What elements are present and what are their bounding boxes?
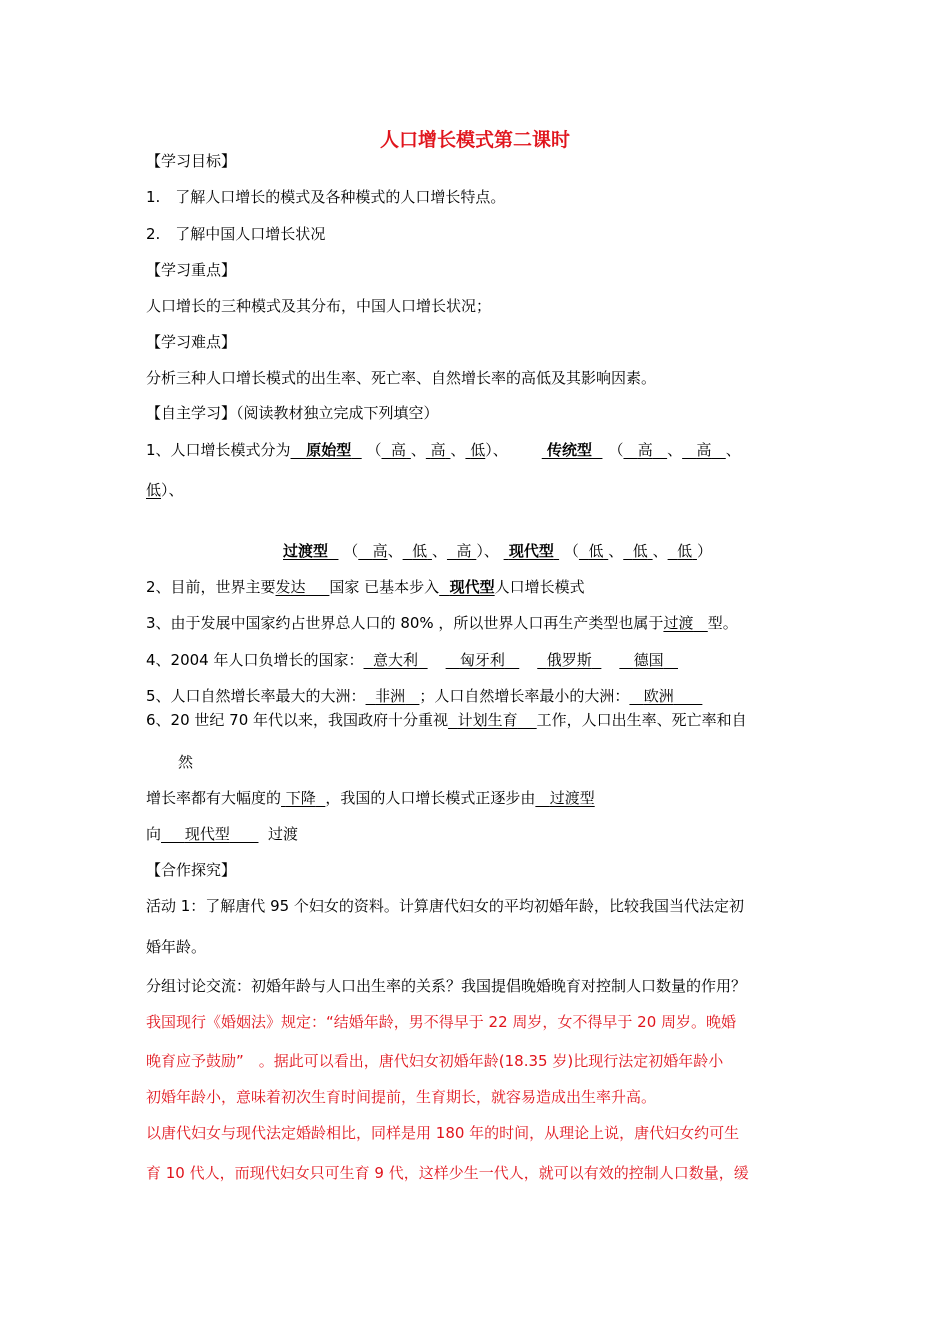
question-4: 4、2004 年人口负增长的国家： 意大利 匈牙利 俄罗斯 德国: [146, 650, 678, 670]
section-heading-goals: 【学习目标】: [146, 152, 237, 170]
answer-modern-growth: 低: [677, 542, 693, 560]
answer-paragraph-line-1: 我国现行《婚姻法》规定：“结婚年龄，男不得早于 22 周岁，女不得早于 20 周岁。晚婚: [146, 1013, 737, 1031]
question-6-line-1: 6、20 世纪 70 年代以来，我国政府十分重视 计划生育 工作，人口出生率、死亡率和自: [146, 711, 747, 729]
activity-1-line-1: 活动 1：了解唐代 95 个妇女的资料。计算唐代妇女的平均初婚年龄，比较我国当代法定初: [146, 897, 744, 915]
section-heading-self-study: 【自主学习】（阅读教材独立完成下列填空）: [146, 404, 439, 422]
answer-modern-death: 低: [632, 542, 648, 560]
answer-primitive-birth: 高: [391, 441, 407, 459]
section-heading-cooperation: 【合作探究】: [146, 861, 237, 879]
question-1-line-3: 过渡型 （ 高、 低 、 高 ）、 现代型 （ 低 、 低 、 低 ）: [283, 542, 712, 560]
answer-paragraph-line-5: 育 10 代人，而现代妇女只可生育 9 代，这样少生一代人，就可以有效的控制人口数量，缓: [146, 1164, 749, 1182]
answer-developed: 发达: [275, 578, 306, 596]
answer-italy: 意大利: [373, 651, 419, 669]
answer-transition: 过渡: [663, 614, 694, 632]
answer-russia: 俄罗斯: [546, 651, 592, 669]
answer-modern-pattern: 现代型: [449, 578, 495, 596]
difficult-points-text: 分析三种人口增长模式的出生率、死亡率、自然增长率的高低及其影响因素。: [146, 369, 657, 387]
answer-modern-birth: 低: [588, 542, 604, 560]
question-6-line-2: 增长率都有大幅度的 下降 ，我国的人口增长模式正逐步由 过渡型: [146, 789, 595, 807]
answer-traditional-type: 传统型: [546, 441, 592, 459]
goal-item-1: 1. 了解人口增长的模式及各种模式的人口增长特点。: [146, 188, 506, 206]
answer-traditional-birth: 高: [637, 441, 653, 459]
key-points-text: 人口增长的三种模式及其分布，中国人口增长状况；: [146, 297, 492, 315]
answer-transition-birth: 高: [372, 542, 388, 560]
answer-europe: 欧洲: [643, 687, 674, 705]
question-1-prefix: 1、人口增长模式分为: [146, 441, 291, 459]
activity-1-line-2: 婚年龄。: [146, 938, 207, 956]
answer-decline: 下降: [285, 789, 316, 807]
answer-transition-from: 过渡型: [549, 789, 595, 807]
answer-traditional-death: 高: [696, 441, 712, 459]
answer-transition-growth: 高: [456, 542, 472, 560]
question-1-line-1: 1、人口增长模式分为 原始型 （ 高 、 高 、 低）、 传统型 （ 高 、 高 、: [146, 441, 741, 459]
question-5: 5、人口自然增长率最大的大洲： 非洲 ；人口自然增长率最小的大洲： 欧洲: [146, 686, 702, 706]
section-heading-difficult: 【学习难点】: [146, 333, 237, 351]
answer-transition-death: 低: [412, 542, 428, 560]
answer-modern-type: 现代型: [508, 542, 554, 560]
question-6-wrap: 然: [178, 753, 194, 771]
answer-modern-to: 现代型: [184, 825, 230, 843]
page-title: 人口增长模式第二课时: [379, 129, 570, 151]
answer-germany: 德国: [633, 651, 664, 669]
answer-primitive-growth: 低: [470, 441, 486, 459]
answer-primitive-death: 高: [430, 441, 446, 459]
question-6-line-3: 向 现代型 过渡: [146, 825, 299, 843]
answer-paragraph-line-3: 初婚年龄小，意味着初次生育时间提前，生育期长，就容易造成出生率升高。: [146, 1088, 657, 1106]
question-1-line-2: 低）、: [146, 481, 184, 499]
answer-primitive-type: 原始型: [306, 441, 352, 459]
question-3: 3、由于发展中国家约占世界总人口的 80% ，所以世界人口再生产类型也属于过渡 型。: [146, 614, 738, 632]
discussion-question: 分组讨论交流：初婚年龄与人口出生率的关系？我国提倡晚婚晚育对控制人口数量的作用？: [146, 977, 747, 995]
question-2: 2、目前，世界主要发达 国家 已基本步入 现代型人口增长模式: [146, 578, 585, 596]
answer-transition-type: 过渡型: [283, 542, 329, 560]
section-heading-key: 【学习重点】: [146, 261, 237, 279]
answer-paragraph-line-4: 以唐代妇女与现代法定婚龄相比，同样是用 180 年的时间，从理论上说，唐代妇女约可生: [146, 1124, 740, 1142]
answer-paragraph-line-2: 晚育应予鼓励” 。据此可以看出，唐代妇女初婚年龄(18.35 岁)比现行法定初婚年龄小: [146, 1052, 724, 1070]
answer-family-planning: 计划生育: [457, 711, 518, 729]
goal-item-2: 2. 了解中国人口增长状况: [146, 225, 326, 243]
answer-hungary: 匈牙利: [459, 651, 505, 669]
answer-africa: 非洲: [375, 687, 406, 705]
answer-traditional-growth: 低: [146, 481, 162, 499]
